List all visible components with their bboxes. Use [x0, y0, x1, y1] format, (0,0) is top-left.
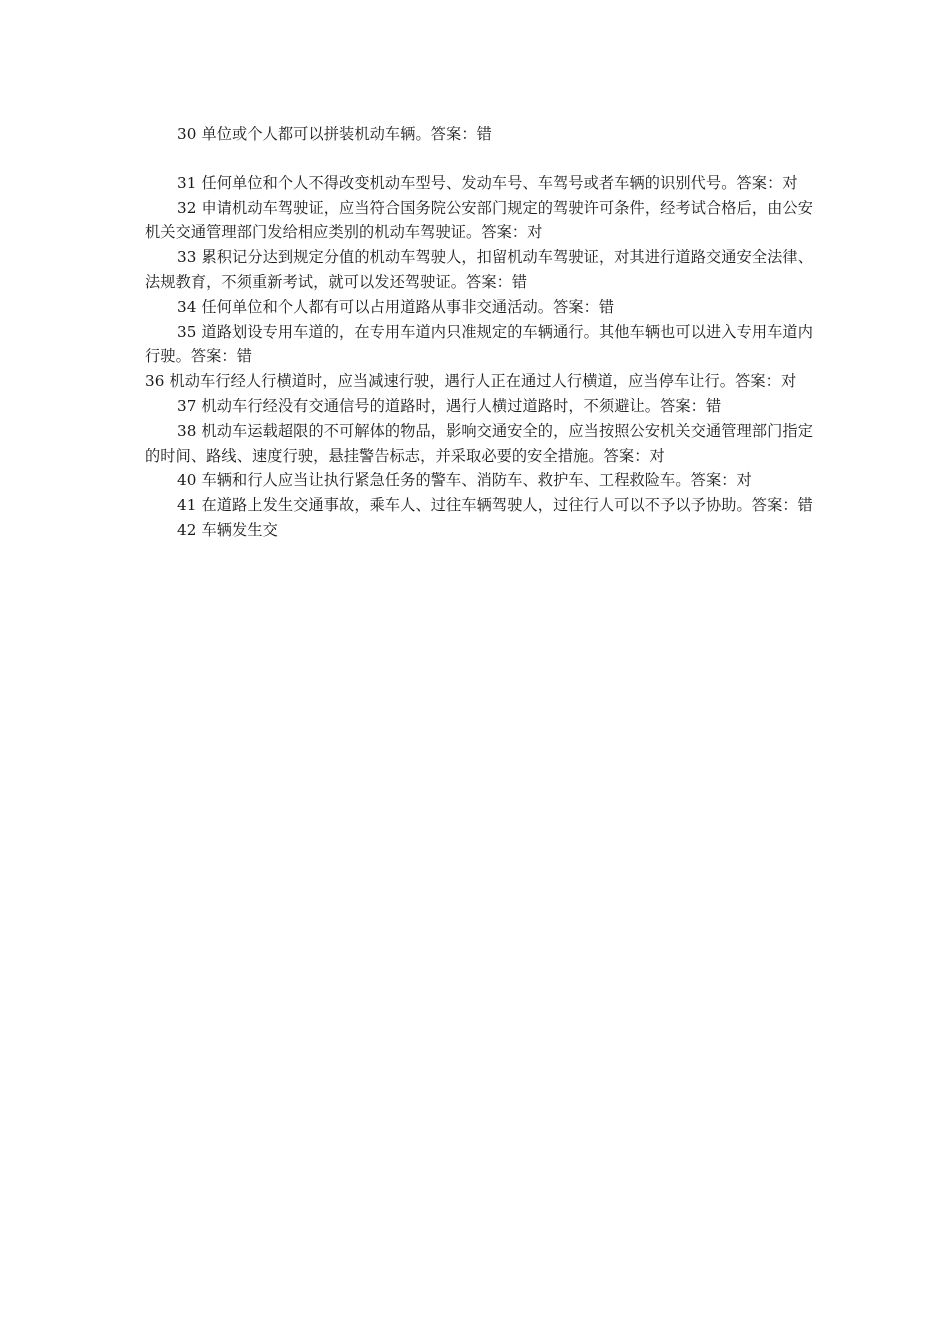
question-33: 33 累积记分达到规定分值的机动车驾驶人，扣留机动车驾驶证，对其进行道路交通安全法律、法规教育，不须重新考试，就可以发还驾驶证。答案：错 — [145, 248, 813, 291]
document-body — [145, 122, 813, 543]
question-30: 30 单位或个人都可以拼装机动车辆。答案：错 — [177, 125, 492, 143]
question-37: 37 机动车行经没有交通信号的道路时，遇行人横过道路时，不须避让。答案：错 — [177, 396, 722, 415]
question-31: 31 任何单位和个人不得改变机动车型号、发动车号、车驾号或者车辆的识别代号。答案：对 — [177, 173, 798, 192]
question-34: 34 任何单位和个人都有可以占用道路从事非交通活动。答案：错 — [177, 297, 615, 316]
question-35: 35 道路划设专用车道的，在专用车道内只准规定的车辆通行。其他车辆也可以进入专用车道内行驶。答案：错 — [145, 322, 813, 366]
question-42-partial: 42 车辆发生交 — [177, 520, 278, 539]
question-36: 36 机动车行经人行横道时，应当减速行驶，遇行人正在通过人行横道，应当停车让行。答案：对 — [145, 372, 797, 391]
question-41: 41 在道路上发生交通事故，乘车人、过往车辆驾驶人，过往行人可以不予以予协助。答案：错 — [177, 496, 813, 515]
question-38: 38 机动车运载超限的不可解体的物品，影响交通安全的，应当按照公安机关交通管理部门指定的时间、路线、速度行驶，悬挂警告标志，并采取必要的安全措施。答案：对 — [145, 421, 813, 465]
question-32: 32 申请机动车驾驶证，应当符合国务院公安部门规定的驾驶许可条件，经考试合格后，由公安机关交通管理部门发给相应类别的机动车驾驶证。答案：对 — [145, 198, 813, 242]
question-40: 40 车辆和行人应当让执行紧急任务的警车、消防车、救护车、工程救险车。答案：对 — [177, 471, 752, 490]
